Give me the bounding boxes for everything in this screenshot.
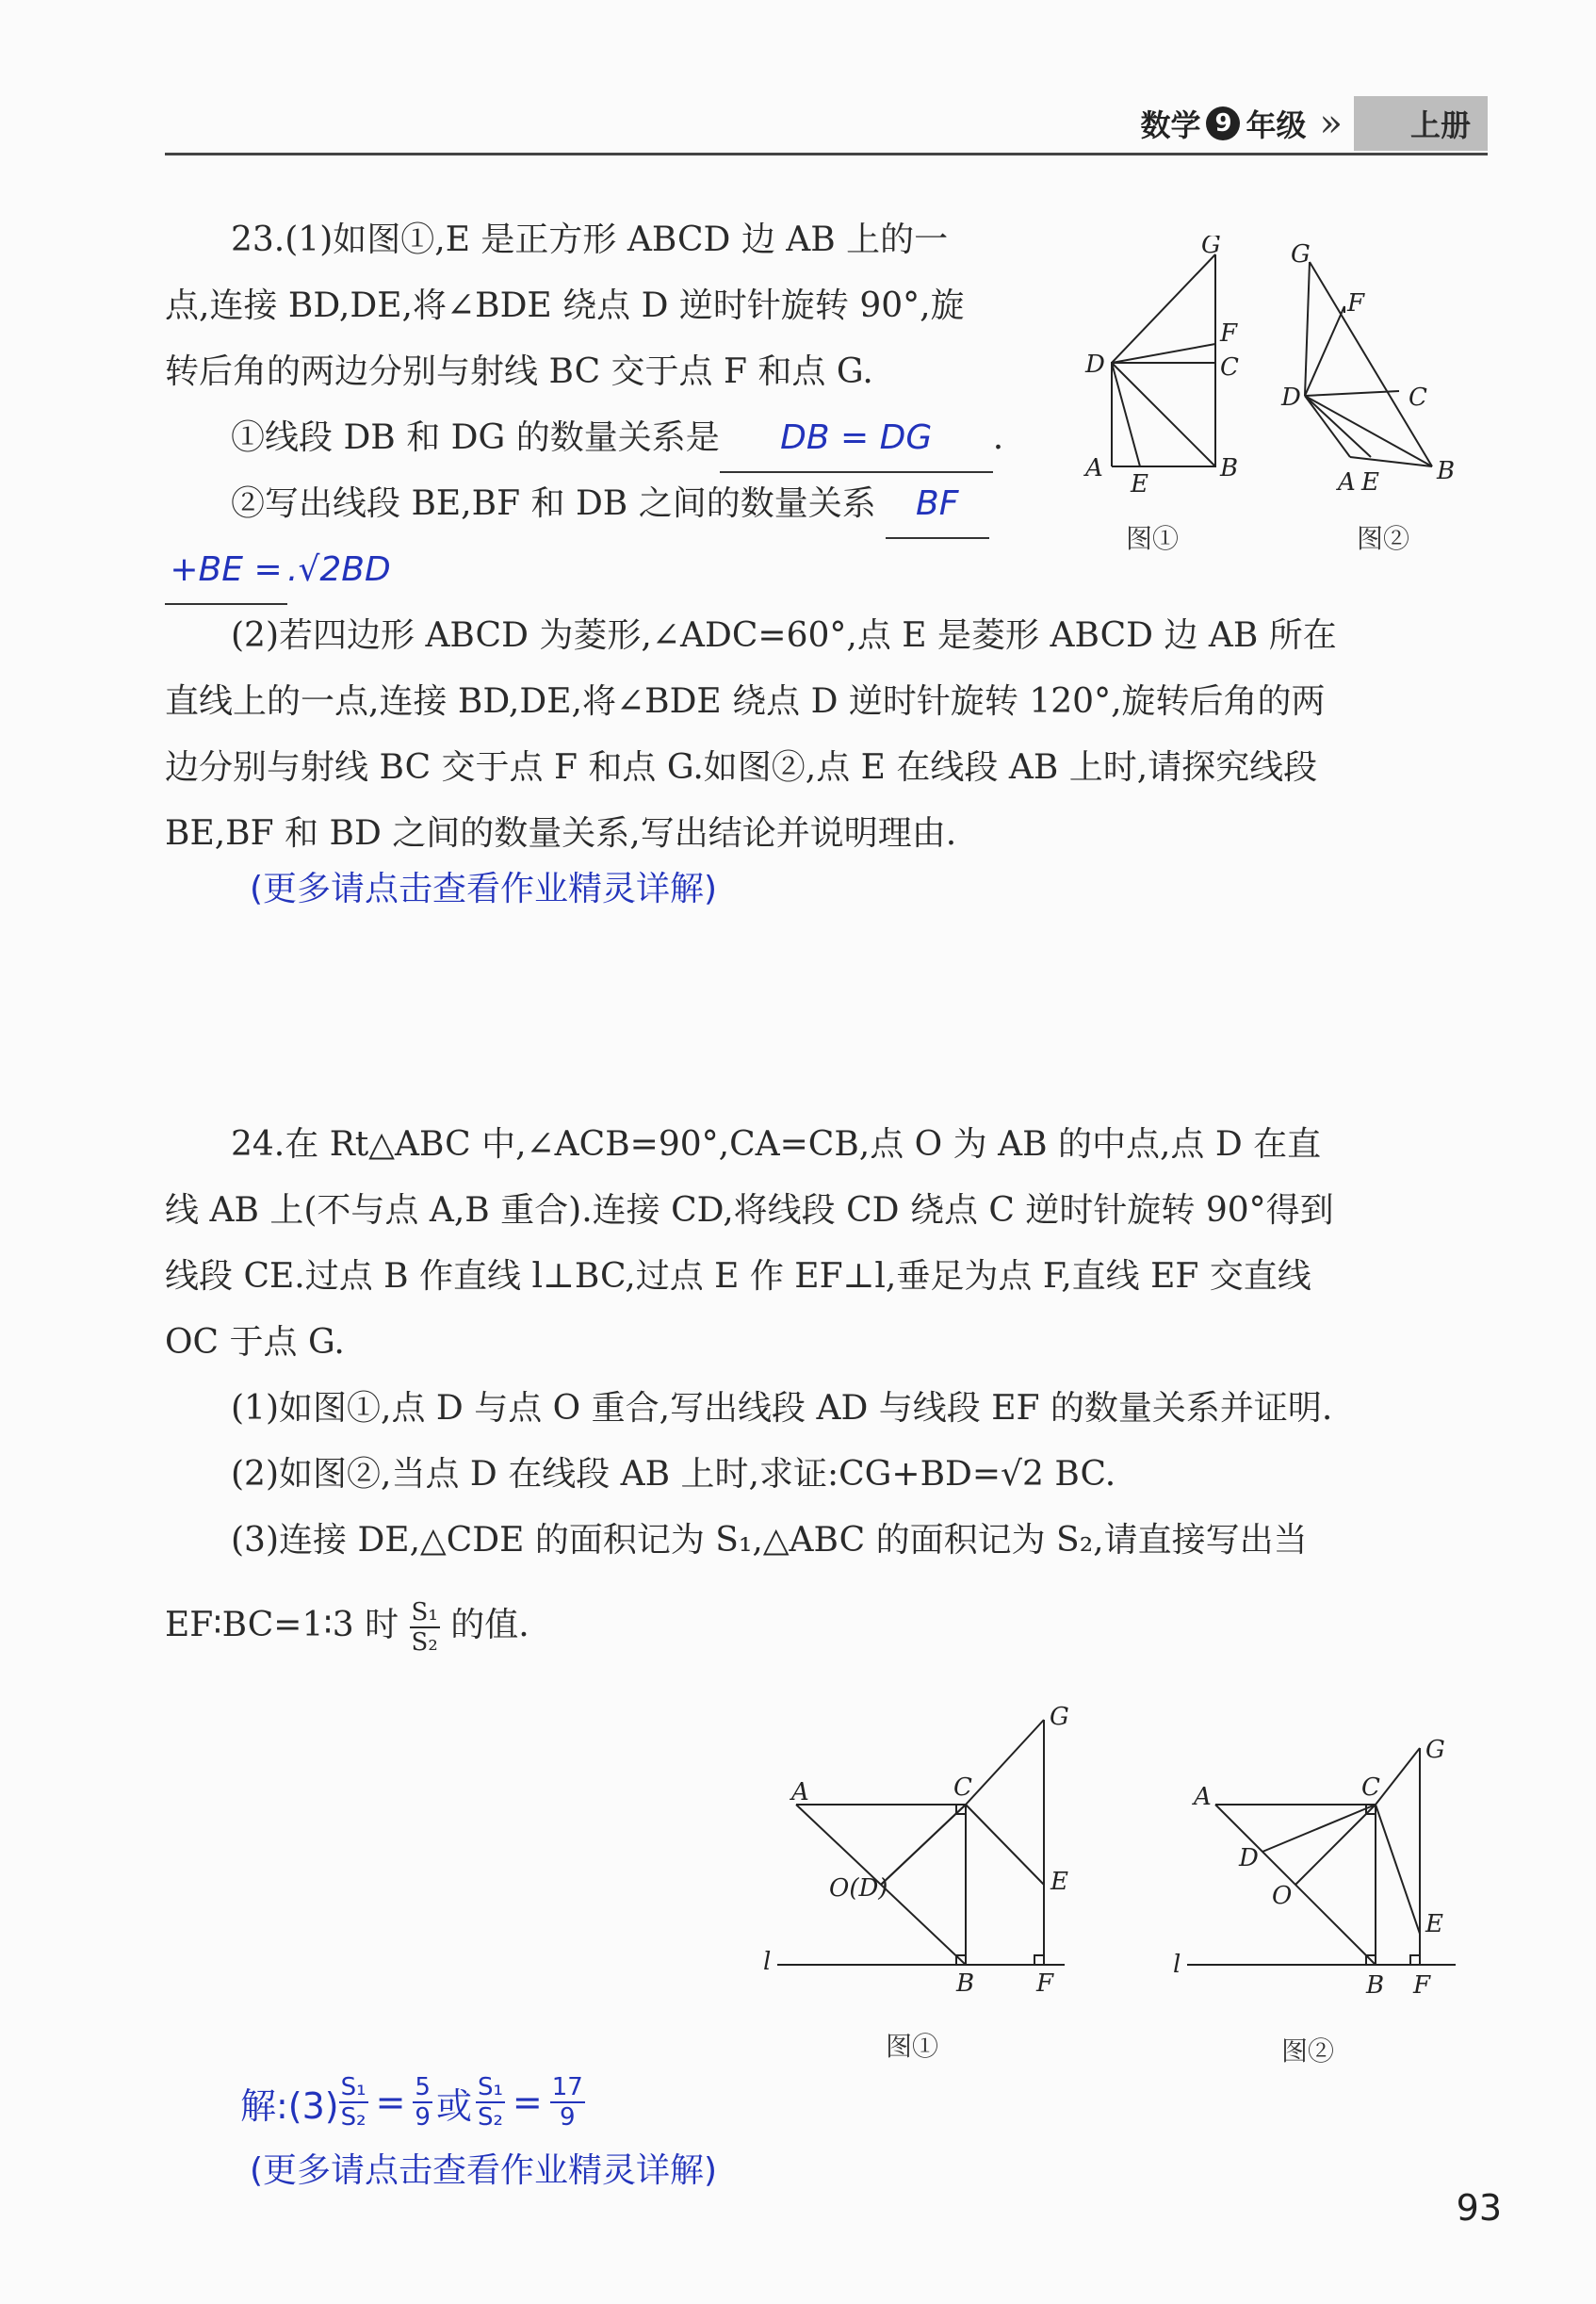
q23-line-3: 转后角的两边分别与射线 BC 交于点 F 和点 G. (165, 352, 873, 391)
q23-sub2-answer-b: +BE = (165, 537, 287, 605)
q23-sub1: ①线段 DB 和 DG 的数量关系是 DB = DG . (231, 405, 1003, 473)
q23-fig1-caption: 图① (1126, 523, 1180, 554)
s1-over-s2-fraction: $\frac{\text{S₁}}{\text{S₂}}$ (411, 1598, 438, 1657)
label-G: G (1050, 1703, 1069, 1731)
q23-fig2-caption: 图② (1357, 523, 1410, 554)
label-E: E (1050, 1868, 1068, 1896)
label-B: B (1366, 1971, 1385, 2000)
q24-part-2: (2)如图②,当点 D 在线段 AB 上时,求证:CG+BD=√2 BC. (231, 1455, 1116, 1494)
label-F: F (1220, 319, 1238, 348)
q23-line-2: 点,连接 BD,DE,将∠BDE 绕点 D 逆时针旋转 90°,旋 (165, 286, 965, 325)
label-G: G (1425, 1736, 1445, 1764)
q23-line-1: 23.(1)如图①,E 是正方形 ABCD 边 AB 上的一 (231, 221, 949, 259)
q23-sub2-answer-a: BF (886, 471, 989, 539)
label-D: D (1085, 351, 1105, 379)
q24-line-1: 24.在 Rt△ABC 中,∠ACB=90°,CA=CB,点 O 为 AB 的中点,点 D 在直 (231, 1125, 1322, 1164)
label-B: B (1220, 454, 1239, 482)
answer-value-1: $\frac{5}{9}$ (415, 2073, 431, 2132)
label-A: A (1338, 468, 1356, 497)
double-chevron-icon: » (1319, 102, 1343, 145)
label-A: A (1085, 454, 1103, 482)
label-E: E (1131, 470, 1148, 498)
q24-fig1-caption: 图① (886, 2031, 939, 2062)
q24-line-2: 线 AB 上(不与点 A,B 重合).连接 CD,将线段 CD 绕点 C 逆时针旋转 90°得到 (165, 1191, 1334, 1230)
label-D: D (1281, 384, 1301, 412)
label-B: B (956, 1969, 975, 1998)
label-E: E (1361, 468, 1379, 497)
label-OD: O(D) (829, 1874, 888, 1903)
q24-line-4: OC 于点 G. (165, 1323, 345, 1362)
q23-figure-1 (1074, 236, 1262, 499)
label-G: G (1201, 236, 1221, 259)
q24-part-1: (1)如图①,点 D 与点 O 重合,写出线段 AD 与线段 EF 的数量关系并证明. (231, 1389, 1333, 1428)
label-C: C (953, 1773, 972, 1802)
q23-more-link[interactable]: (更多请点击查看作业精灵详解) (250, 870, 718, 908)
label-G: G (1291, 240, 1311, 269)
label-F: F (1413, 1971, 1431, 2000)
grade-circle: 9 (1206, 106, 1240, 140)
label-A: A (1194, 1783, 1212, 1811)
q24-figure-1 (754, 1696, 1093, 2007)
answer-s1-s2-fraction-2: $\frac{\text{S₁}}{\text{S₂}}$ (477, 2073, 503, 2132)
q23-sub2-cont: +BE = .√2BD (165, 537, 391, 605)
answer-value-2: $\frac{17}{9}$ (551, 2073, 583, 2132)
label-l: l (1173, 1951, 1181, 1979)
q23-p2-line-2: 直线上的一点,连接 BD,DE,将∠BDE 绕点 D 逆时针旋转 120°,旋转后角的两 (165, 682, 1326, 721)
page-header (1140, 94, 1488, 153)
label-A: A (791, 1778, 809, 1806)
q23-p2-line-4: BE,BF 和 BD 之间的数量关系,写出结论并说明理由. (165, 814, 957, 853)
q23-p2-line-3: 边分别与射线 BC 交于点 F 和点 G.如图②,点 E 在线段 AB 上时,请探究线段 (165, 748, 1318, 787)
q24-more-link[interactable]: (更多请点击查看作业精灵详解) (250, 2151, 718, 2190)
label-D: D (1239, 1844, 1259, 1872)
q24-part-3b: EF∶BC=1∶3 时 $\frac{\text{S₁}}{\text{S₂}}$ 的值. (165, 1598, 529, 1657)
q24-part-3: (3)连接 DE,△CDE 的面积记为 S₁,△ABC 的面积记为 S₂,请直接写出当 (231, 1521, 1308, 1560)
label-C: C (1361, 1773, 1380, 1802)
label-C: C (1409, 384, 1427, 412)
label-l: l (763, 1948, 772, 1976)
label-O: O (1272, 1882, 1293, 1910)
q23-figure-2 (1267, 236, 1456, 499)
q24-answer: 解:(3) $\frac{\text{S₁}}{\text{S₂}}$ = $\frac{5}{9}$ 或 $\frac{\text{S₁}}{\text{S₂}}$ = $\frac{17}{9}$ (240, 2073, 583, 2132)
q24-fig2-caption: 图② (1281, 2035, 1335, 2067)
q23-sub1-answer: DB = DG (720, 405, 993, 473)
label-C: C (1220, 353, 1239, 382)
q24-figure-2 (1173, 1724, 1484, 2007)
header-volume: 上册 (1354, 96, 1488, 151)
header-rule (165, 153, 1488, 155)
page-number: 93 (1456, 2187, 1502, 2229)
answer-s1-s2-fraction-1: $\frac{\text{S₁}}{\text{S₂}}$ (340, 2073, 366, 2132)
label-E: E (1425, 1910, 1443, 1938)
label-B: B (1437, 457, 1456, 485)
label-F: F (1036, 1969, 1054, 1998)
header-subject: 数学 9 年级 (1140, 107, 1307, 143)
q24-line-3: 线段 CE.过点 B 作直线 l⊥BC,过点 E 作 EF⊥l,垂足为点 F,直线 EF 交直线 (165, 1257, 1311, 1296)
label-F: F (1347, 289, 1365, 318)
q23-p2-line-1: (2)若四边形 ABCD 为菱形,∠ADC=60°,点 E 是菱形 ABCD 边 AB 所在 (231, 616, 1337, 655)
q23-sub2: ②写出线段 BE,BF 和 DB 之间的数量关系 BF (231, 471, 989, 539)
